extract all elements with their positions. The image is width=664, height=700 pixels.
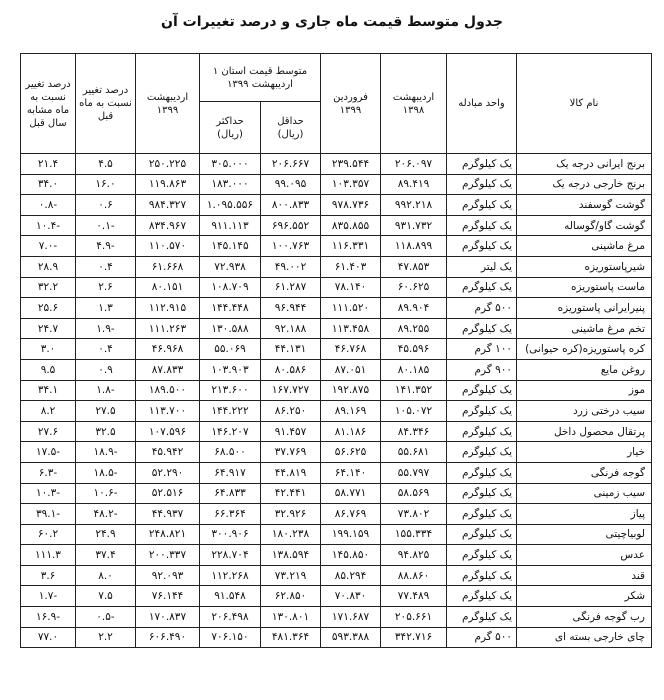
cell-far99: ۸۳۵.۸۵۵ [321,215,381,236]
cell-change-month: ۸.۰ [76,565,136,586]
cell-ord99: ۸۳۴.۹۶۷ [136,215,200,236]
cell-ord99: ۲۵۰.۲۲۵ [136,154,200,175]
cell-min: ۳۷.۷۶۹ [261,442,321,463]
cell-ord99: ۱۷۰.۸۳۷ [136,607,200,628]
cell-ord99: ۲۰۰.۳۳۷ [136,545,200,566]
table-row [21,359,652,380]
cell-ord99: ۵۲.۵۱۶ [136,483,200,504]
cell-max: ۲۲۸.۷۰۴ [200,545,261,566]
cell-change-month: -۰.۵ [76,607,136,628]
page-title: جدول متوسط قیمت ماه جاری و درصد تغییرات آن [161,14,503,30]
cell-ord98: ۱۵۵.۳۳۴ [381,524,447,545]
cell-ord99: ۹۸۴.۳۲۷ [136,195,200,216]
cell-ord99: ۴۴.۹۳۷ [136,504,200,525]
header-change-year: درصد تغییر نسبت به ماه مشابه سال قبل [21,54,76,154]
cell-change-year: ۲۵.۶ [21,298,76,319]
cell-name: گوجه فرنگی [517,462,652,483]
cell-ord98: ۲۰۵.۶۶۱ [381,607,447,628]
cell-change-month: ۳۷.۴ [76,545,136,566]
cell-unit: یک کیلوگرم [447,607,517,628]
cell-name: رب گوجه فرنگی [517,607,652,628]
cell-name: شکر [517,586,652,607]
table-row [21,195,652,216]
cell-max: ۹۱۱.۱۱۳ [200,215,261,236]
cell-change-year: -۰.۸ [21,195,76,216]
cell-change-month: -۰.۱ [76,215,136,236]
cell-min: ۹۱.۴۵۷ [261,421,321,442]
cell-change-month: ۲۴.۹ [76,524,136,545]
table-row [21,586,652,607]
cell-change-month: -۱۸.۹ [76,442,136,463]
cell-min: ۴۴.۸۱۹ [261,462,321,483]
cell-max: ۱۴۴.۴۴۸ [200,298,261,319]
cell-min: ۸۰.۵۸۶ [261,359,321,380]
cell-max: ۷۲.۹۳۸ [200,256,261,277]
cell-unit: ۹۰۰ گرم [447,359,517,380]
header-change-month: درصد تغییر نسبت به ماه قبل [76,54,136,154]
cell-change-month: ۰.۶ [76,195,136,216]
cell-name: مرغ ماشینی [517,236,652,257]
cell-ord98: ۳۴۲.۷۱۶ [381,627,447,648]
cell-change-year: -۱۰.۴ [21,215,76,236]
cell-ord98: ۵۵.۶۸۱ [381,442,447,463]
cell-far99: ۱۹۲.۸۷۵ [321,380,381,401]
cell-ord99: ۱۱۳.۷۰۰ [136,401,200,422]
cell-min: ۱۰۰.۷۶۳ [261,236,321,257]
cell-unit: یک کیلوگرم [447,318,517,339]
cell-ord98: ۲۰۶.۰۹۷ [381,154,447,175]
table-row [21,442,652,463]
cell-ord98: ۹۴.۸۲۵ [381,545,447,566]
cell-far99: ۵۶.۶۲۵ [321,442,381,463]
cell-name: پنیرایرانی پاستوریزه [517,298,652,319]
cell-change-year: ۳۴.۰ [21,174,76,195]
cell-min: ۳۲.۹۲۶ [261,504,321,525]
cell-max: ۱۰۸.۷۰۹ [200,277,261,298]
table-row [21,421,652,442]
cell-ord99: ۱۰۷.۵۹۶ [136,421,200,442]
cell-change-month: ۲.۲ [76,627,136,648]
cell-name: پیاز [517,504,652,525]
cell-max: ۱۴۴.۲۲۲ [200,401,261,422]
cell-far99: ۸۵.۲۹۴ [321,565,381,586]
cell-unit: یک کیلوگرم [447,483,517,504]
cell-unit: یک کیلوگرم [447,215,517,236]
cell-far99: ۸۹.۱۶۹ [321,401,381,422]
cell-ord98: ۵۵.۷۹۷ [381,462,447,483]
cell-unit: یک کیلوگرم [447,277,517,298]
cell-ord99: ۱۱۱.۲۶۳ [136,318,200,339]
cell-max: ۷۰۶.۱۵۰ [200,627,261,648]
cell-far99: ۲۳۹.۵۴۴ [321,154,381,175]
table-row [21,504,652,525]
header-avg-province: متوسط قیمت استان ۱ اردیبهشت ۱۳۹۹ [200,54,321,102]
cell-ord99: ۱۸۹.۵۰۰ [136,380,200,401]
cell-ord99: ۱۱۰.۵۷۰ [136,236,200,257]
header-unit: واحد مبادله [447,54,517,154]
header-max: حداکثر (ریال) [200,102,261,154]
cell-name: چای خارجی بسته ای [517,627,652,648]
cell-unit: ۵۰۰ گرم [447,298,517,319]
header-ord99: اردیبهشت ۱۳۹۹ [136,54,200,154]
cell-change-month: -۴۸.۲ [76,504,136,525]
cell-far99: ۶۴.۱۴۰ [321,462,381,483]
cell-far99: ۸۷.۰۵۱ [321,359,381,380]
cell-far99: ۱۱۶.۳۳۱ [321,236,381,257]
cell-change-month: ۳۲.۵ [76,421,136,442]
table-row [21,215,652,236]
cell-change-year: ۳.۶ [21,565,76,586]
cell-far99: ۸۶.۷۶۹ [321,504,381,525]
cell-min: ۹۶.۹۴۴ [261,298,321,319]
cell-change-year: ۳۲.۲ [21,277,76,298]
cell-min: ۴۸۱.۳۶۴ [261,627,321,648]
table-row [21,545,652,566]
table-row [21,380,652,401]
cell-unit: یک کیلوگرم [447,504,517,525]
cell-min: ۶۹۶.۵۵۲ [261,215,321,236]
cell-unit: یک کیلوگرم [447,195,517,216]
cell-name: ماست پاستوریزه [517,277,652,298]
cell-name: برنج ایرانی درجه یک [517,154,652,175]
cell-ord99: ۲۴۸.۸۲۱ [136,524,200,545]
cell-change-year: -۳۹.۱ [21,504,76,525]
cell-max: ۲۰۶.۴۹۸ [200,607,261,628]
cell-min: ۱۸۰.۲۳۸ [261,524,321,545]
cell-max: ۳۰۰.۹۰۶ [200,524,261,545]
cell-unit: یک کیلوگرم [447,462,517,483]
cell-change-month: ۱.۳ [76,298,136,319]
cell-ord98: ۷۷.۴۸۹ [381,586,447,607]
cell-ord99: ۷۶.۱۴۴ [136,586,200,607]
cell-ord99: ۶۰۶.۴۹۰ [136,627,200,648]
cell-change-year: ۲۱.۴ [21,154,76,175]
cell-change-month: -۱.۸ [76,380,136,401]
cell-name: پرتقال محصول داخل [517,421,652,442]
cell-min: ۴۹.۰۰۲ [261,256,321,277]
cell-unit: یک کیلوگرم [447,154,517,175]
price-table [20,53,652,648]
cell-unit: یک کیلوگرم [447,524,517,545]
cell-max: ۱۸۳.۰۰۰ [200,174,261,195]
cell-ord98: ۹۹۲.۲۱۸ [381,195,447,216]
table-row [21,318,652,339]
cell-max: ۵۵.۰۶۹ [200,339,261,360]
table-row [21,524,652,545]
cell-unit: یک کیلوگرم [447,380,517,401]
cell-max: ۲۱۳.۶۰۰ [200,380,261,401]
table-header [21,54,652,154]
cell-far99: ۸۱.۱۸۶ [321,421,381,442]
cell-ord98: ۱۴۱.۳۵۲ [381,380,447,401]
table-row [21,565,652,586]
cell-change-month: ۲.۶ [76,277,136,298]
cell-far99: ۹۷۸.۷۳۶ [321,195,381,216]
cell-min: ۱۶۷.۷۲۷ [261,380,321,401]
cell-unit: ۵۰۰ گرم [447,627,517,648]
cell-change-month: -۱۸.۵ [76,462,136,483]
cell-far99: ۵۹۳.۳۸۸ [321,627,381,648]
cell-name: سیب درختی زرد [517,401,652,422]
cell-unit: یک کیلوگرم [447,565,517,586]
cell-far99: ۷۸.۱۴۰ [321,277,381,298]
cell-change-year: ۲۷.۶ [21,421,76,442]
cell-max: ۱۳۰.۵۸۸ [200,318,261,339]
cell-unit: یک کیلوگرم [447,236,517,257]
cell-max: ۶۴.۹۱۷ [200,462,261,483]
cell-ord99: ۴۵.۹۴۲ [136,442,200,463]
cell-ord98: ۹۳۱.۷۳۲ [381,215,447,236]
cell-far99: ۱۱۳.۴۵۸ [321,318,381,339]
cell-name: گوشت گاو/گوساله [517,215,652,236]
cell-max: ۱۰۳.۹۰۳ [200,359,261,380]
cell-name: تخم مرغ ماشینی [517,318,652,339]
cell-change-year: -۱.۷ [21,586,76,607]
cell-change-year: ۲۸.۹ [21,256,76,277]
cell-min: ۶۲.۸۵۰ [261,586,321,607]
cell-ord98: ۸۹.۴۱۹ [381,174,447,195]
table-row [21,339,652,360]
cell-name: لوبیاچیتی [517,524,652,545]
cell-unit: یک کیلوگرم [447,586,517,607]
table-row [21,401,652,422]
cell-max: ۳۰۵.۰۰۰ [200,154,261,175]
table-row [21,483,652,504]
cell-name: قند [517,565,652,586]
cell-far99: ۷۰.۸۳۰ [321,586,381,607]
cell-ord99: ۵۲.۲۹۰ [136,462,200,483]
cell-ord98: ۴۵.۵۹۶ [381,339,447,360]
cell-ord98: ۸۰.۱۸۵ [381,359,447,380]
cell-min: ۲۰۶.۶۶۷ [261,154,321,175]
cell-change-year: -۱۷.۵ [21,442,76,463]
cell-min: ۹۲.۱۸۸ [261,318,321,339]
table-row [21,174,652,195]
cell-ord99: ۶۱.۶۶۸ [136,256,200,277]
cell-far99: ۱۷۱.۶۸۷ [321,607,381,628]
cell-change-month: ۷.۵ [76,586,136,607]
cell-name: روغن مایع [517,359,652,380]
cell-max: ۶۶.۳۶۴ [200,504,261,525]
cell-ord98: ۸۹.۲۵۵ [381,318,447,339]
cell-change-year: ۸.۲ [21,401,76,422]
cell-ord98: ۱۱۸.۸۹۹ [381,236,447,257]
cell-ord98: ۷۳.۸۰۲ [381,504,447,525]
cell-name: موز [517,380,652,401]
cell-unit: یک کیلوگرم [447,401,517,422]
cell-max: ۹۱.۵۴۸ [200,586,261,607]
cell-ord99: ۱۱۹.۸۶۳ [136,174,200,195]
cell-unit: ۱۰۰ گرم [447,339,517,360]
cell-change-month: ۲۷.۵ [76,401,136,422]
cell-unit: یک کیلوگرم [447,174,517,195]
cell-change-year: ۳.۰ [21,339,76,360]
cell-min: ۶۱.۲۸۷ [261,277,321,298]
cell-name: برنج خارجی درجه یک [517,174,652,195]
cell-change-month: -۱.۹ [76,318,136,339]
cell-change-year: ۷۷.۰ [21,627,76,648]
cell-change-year: -۱۰.۳ [21,483,76,504]
cell-min: ۱۳۰.۸۰۱ [261,607,321,628]
cell-far99: ۴۶.۷۶۸ [321,339,381,360]
table-row [21,627,652,648]
table-body [21,154,652,648]
cell-change-year: ۹.۵ [21,359,76,380]
header-far99: فروردین ۱۳۹۹ [321,54,381,154]
cell-name: گوشت گوسفند [517,195,652,216]
table-row [21,607,652,628]
cell-max: ۱۴۵.۱۴۵ [200,236,261,257]
cell-change-year: -۶.۳ [21,462,76,483]
table-row [21,256,652,277]
table-row [21,236,652,257]
cell-min: ۸۰۰.۸۳۳ [261,195,321,216]
cell-change-month: ۰.۹ [76,359,136,380]
table-row [21,154,652,175]
cell-change-year: ۲۴.۷ [21,318,76,339]
cell-far99: ۱۱۱.۵۲۰ [321,298,381,319]
cell-min: ۴۴.۱۳۱ [261,339,321,360]
cell-unit: یک کیلوگرم [447,421,517,442]
cell-change-year: ۳۴.۱ [21,380,76,401]
cell-change-month: ۰.۴ [76,339,136,360]
cell-unit: یک کیلوگرم [447,442,517,463]
cell-max: ۱۱۲.۲۶۸ [200,565,261,586]
cell-ord98: ۶۰.۶۲۵ [381,277,447,298]
cell-far99: ۱۰۳.۳۵۷ [321,174,381,195]
table-row [21,298,652,319]
cell-name: خیار [517,442,652,463]
header-min: حداقل (ریال) [261,102,321,154]
cell-min: ۴۲.۴۴۱ [261,483,321,504]
cell-ord98: ۸۹.۹۰۴ [381,298,447,319]
table-row [21,462,652,483]
cell-far99: ۱۴۵.۸۵۰ [321,545,381,566]
cell-ord99: ۴۶.۹۶۸ [136,339,200,360]
cell-unit: یک کیلوگرم [447,545,517,566]
cell-ord98: ۵۸.۵۶۹ [381,483,447,504]
cell-change-year: -۷.۰ [21,236,76,257]
cell-name: سیب زمینی [517,483,652,504]
cell-min: ۸۶.۲۵۰ [261,401,321,422]
cell-unit: یک لیتر [447,256,517,277]
cell-name: شیرپاستوریزه [517,256,652,277]
cell-far99: ۱۹۹.۱۵۹ [321,524,381,545]
header-ord98: اردیبهشت ۱۳۹۸ [381,54,447,154]
cell-ord98: ۸۸.۸۶۰ [381,565,447,586]
cell-max: ۱.۰۹۵.۵۵۶ [200,195,261,216]
cell-ord99: ۸۰.۱۵۱ [136,277,200,298]
cell-min: ۹۹.۰۹۵ [261,174,321,195]
cell-ord99: ۸۷.۸۳۳ [136,359,200,380]
header-name: نام کالا [517,54,652,154]
cell-ord99: ۹۲.۰۹۳ [136,565,200,586]
cell-ord98: ۱۰۵.۰۷۲ [381,401,447,422]
cell-change-month: ۰.۴ [76,256,136,277]
cell-name: کره پاستوریزه(کره حیوانی) [517,339,652,360]
cell-far99: ۶۱.۴۰۳ [321,256,381,277]
table-row [21,277,652,298]
cell-change-month: -۴.۹ [76,236,136,257]
cell-change-month: -۱۰.۶ [76,483,136,504]
cell-change-year: -۱۶.۹ [21,607,76,628]
cell-name: عدس [517,545,652,566]
cell-min: ۱۳۸.۵۹۴ [261,545,321,566]
cell-min: ۷۳.۲۱۹ [261,565,321,586]
cell-ord99: ۱۱۲.۹۱۵ [136,298,200,319]
cell-max: ۶۸.۵۰۰ [200,442,261,463]
cell-ord98: ۸۴.۳۴۶ [381,421,447,442]
cell-ord98: ۴۷.۸۵۳ [381,256,447,277]
cell-change-year: ۱۱۱.۳ [21,545,76,566]
cell-change-month: ۴.۵ [76,154,136,175]
cell-change-year: ۶۰.۲ [21,524,76,545]
cell-max: ۱۴۶.۲۰۷ [200,421,261,442]
cell-max: ۶۴.۸۳۳ [200,483,261,504]
cell-change-month: ۱۶.۰ [76,174,136,195]
cell-far99: ۵۸.۷۷۱ [321,483,381,504]
